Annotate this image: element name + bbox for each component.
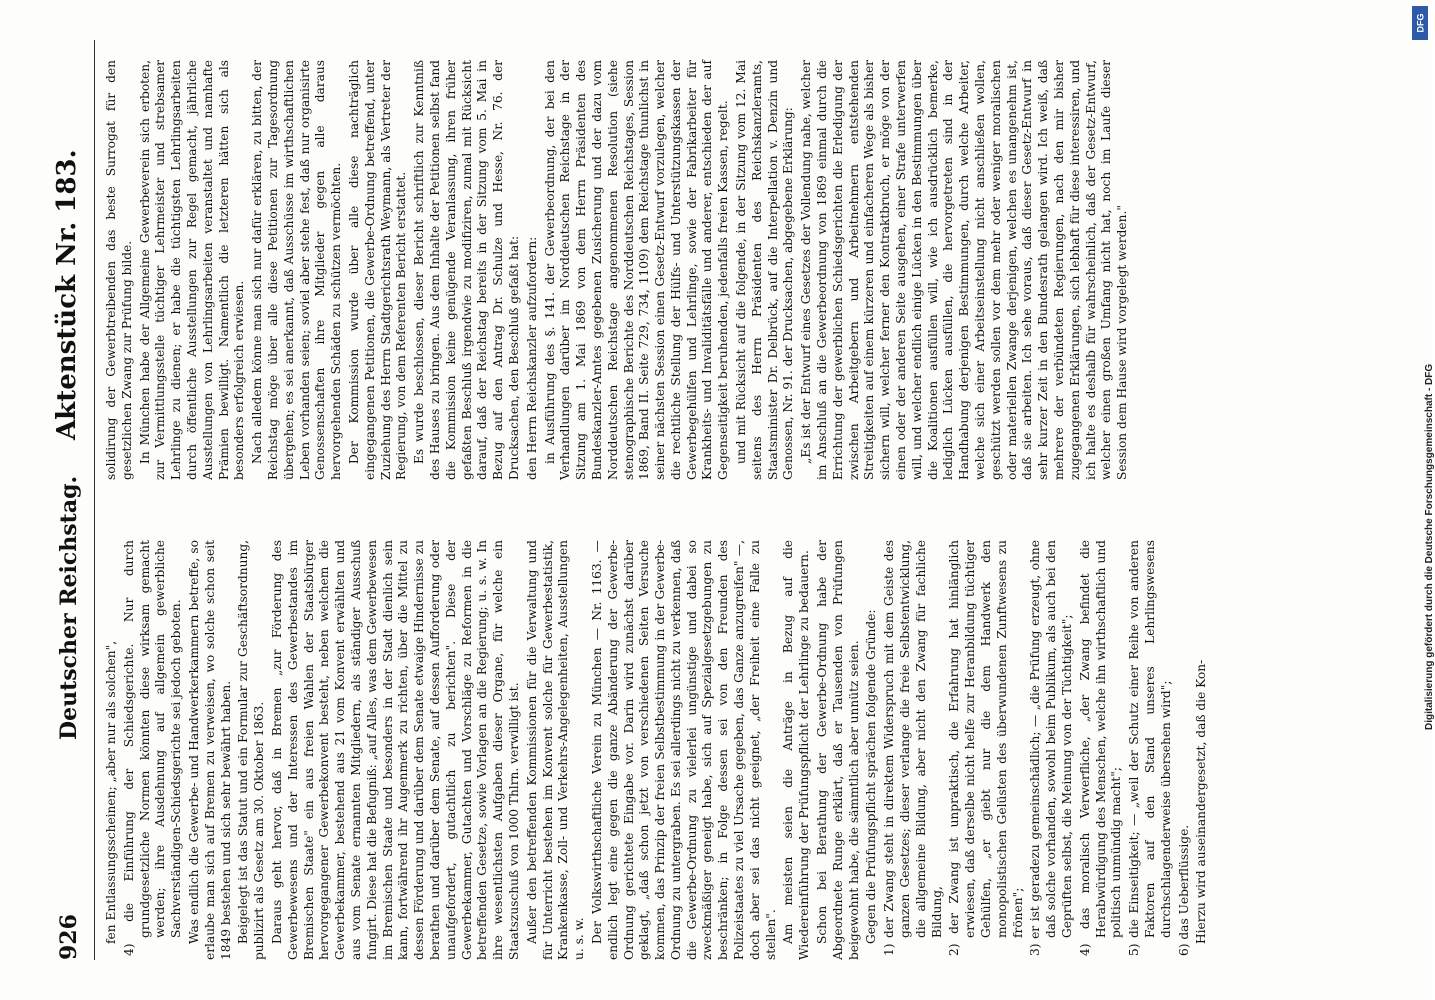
paragraph: Nach alledem könne man sich nur dafür erklären, zu bitten, der Reichstag möge über alle diese Petitionen zur Tagesordnung übergehen; es sei anerkannt, daß Ausschüsse im wirthschaftlichen Leben vorhanden seien; soviel aber stehe fest, daß nur organisirte Genossenschaften ihre Mitglieder gegen alle daraus hervorgehenden Schäden zu schützen vermöchten. xyxy=(250,60,344,480)
journal-title: Deutscher Reichstag. xyxy=(56,475,82,740)
right-column xyxy=(104,60,1133,480)
paragraph: fen Entlassungsscheinen; „aber nur als solchen", xyxy=(104,640,118,944)
paragraph: Gegen die Prüfungspflicht sprächen folgende Gründe: xyxy=(864,609,879,944)
paragraph: Was endlich die Gewerbe- und Handwerkerkammern betreffe, so erlaube man sich auf Bremen zu verweisen, wo solche schon seit 1849 bestehen und sich sehr bewährt haben. xyxy=(186,540,233,960)
paragraph: Hierzu wird auseinandergesetzt, daß die Kon- xyxy=(1194,659,1209,944)
numbered-item: 5) die Einseitigkeit; — „weil der Schutz einer Reihe von anderen Faktoren auf den Stand unseres Lehrlingswesens durchschlagenderweise übersehen wird"; xyxy=(1127,540,1173,956)
dfg-logo-text: DFG xyxy=(1415,13,1425,33)
page-header xyxy=(52,40,92,960)
paragraph: Schon bei Berathung der Gewerbe-Ordnung habe der Abgeordnete Runge erklärt, daß er Tausenden von Prüfungen beigewohnt habe, die sämmtlich aber unnütz seien. xyxy=(815,540,861,960)
paragraph: den Herrn Reichskanzler aufzufordern: xyxy=(524,236,539,480)
header-rule xyxy=(94,40,95,960)
digitization-note: Digitalisierung gefördert durch die Deutsche Forschungsgemeinschaft - DFG xyxy=(1424,363,1435,730)
rotated-page-content xyxy=(40,20,1400,980)
paragraph: Der Kommission wurde über alle diese nachträglich eingegangenen Petitionen, die Gewerbe-Ordnung betreffend, unter Zuziehung des Herrn Stadtgerichtsrath Weymann, als Vertreter der Regierung, von dem Referenten Bericht erstattet. xyxy=(346,60,409,480)
paragraph: und mit Rücksicht auf die folgende, in der Sitzung vom 12. Mai seitens des Herrn Präsidenten des Reichskanzleramts, Staatsminister Dr. Delbrück, auf die Interpellation v. Denzin und Genossen, Nr. 91. der Drucksachen, abgegebene Erklärung: xyxy=(734,60,796,480)
numbered-item: 4) das moralisch Verwerfliche, „der Zwang befindet die Herabwürdigung des Menschen, welche ihn wirthschaftlich und politisch unmündig macht"; xyxy=(1077,540,1124,956)
numbered-item: 6) das Ueberflüssige. xyxy=(1176,824,1191,956)
numbered-item: 1) der Zwang steht in direktem Widerspruch mit dem Geiste des ganzen Gesetzes; dieser verlange die freie Selbstentwicklung, die allgemeine Bildung, aber nicht den Zwang für fachliche Bildung, xyxy=(882,540,944,956)
paragraph: Außer den betreffenden Kommissionen für die Verwaltung und für Unterricht bestehen im Konvent solche für Gewerbestatistik, Krankenkasse, Zoll- und Verkehrs-Angelegenheiten, Ausstellungen u. s. w. xyxy=(524,540,587,960)
numbered-item: 4) die Einführung der Schiedsgerichte. Nur durch grundgesetzliche Normen könnten diese wirksam gemacht werden; ihre Ausdehnung auf allgemein gewerbliche Sachverständigen-Schiedsgerichte sei jedoch geboten. xyxy=(121,540,184,956)
paragraph: „Es ist der Entwurf eines Gesetzes der Vollendung nahe, welcher im Anschluß an die Gewerbeordnung von 1869 einmal durch die Errichtung der gewerblichen Schiedsgerichten die Erledigung der zwischen Arbeitgebern und Arbeitnehmern entstehenden Streitigkeiten auf einem kürzeren und einfacheren Wege als bisher sichern will, welcher ferner den Kontraktbruch, er möge von der einen oder der anderen Seite ausgehen, einer Strafe unterwerfen will, und welcher endlich einige Lücken in den Bestimmungen über die Koalitionen ausfüllen will, wie ich ausdrücklich bemerke, lediglich Lücken ausfüllen, die hervorgetreten sind in der Handhabung derjenigen Bestimmungen, durch welche Arbeiter, welche sich einer Arbeitseinstellung nicht anschließen wollen, geschützt werden sollen vor dem mehr oder weniger moralischen oder materiellen Zwange derjenigen, welchen es unangenehm ist, daß sie arbeiten. Ich sehe voraus, daß dieser Gesetz-Entwurf in sehr kurzer Zeit in den Bundesrath gelangen wird. Ich weiß, daß mehrere der verbündeten Regierungen, nach den mir bisher zugegangenen Erklärungen, sich lebhaft für diese interessiren, und ich halte es deshalb für wahrscheinlich, daß der Gesetz-Entwurf, welcher einen großen Umfang nicht hat, noch im Laufe dieser Session dem Hause wird vorgelegt werden." xyxy=(799,60,1130,480)
numbered-item: 2) der Zwang ist unpraktisch, die Erfahrung hat hinlänglich erwiesen, daß derselbe nicht helfe zur Heranbildung tüchtiger Gehülfen, „er giebt nur die dem Handwerk den monopolistischen Gelüsten des überwundenen Zunftwesens zu frönen"; xyxy=(947,540,1025,956)
paragraph: solidirung der Gewerbtreibenden das beste Surrogat für den gesetzlichen Zwang zur Prüfung bilde. xyxy=(104,60,134,480)
paragraph: Der Volkswirthschaftliche Verein zu München — Nr. 1163. — endlich legt eine gegen die ganze Abänderung der Gewerbe-Ordnung gerichtete Eingabe vor. Darin wird zunächst darüber geklagt, „daß schon jetzt von verschiedenen Seiten Versuche kommen, das Prinzip der freien Selbstbestimmung in der Gewerbe-Ordnung zu untergraben. Es sei allerdings nicht zu verkennen, daß die Gewerbe-Ordnung zu vielerlei ungünstige und dabei so zweckmäßiger geneigt habe, sich auf Spezialgesetzgebungen zu beschränken; in Folge dessen sei von den Freunden des Polizeistaates zu viel Ursache gegeben, das Ganze anzugreifen" —, doch aber sei das nicht geeignet, „der Freiheit eine Falle zu stellen". xyxy=(589,540,778,960)
left-column xyxy=(104,540,1212,960)
paragraph: Am meisten seien die Anträge in Bezug auf die Wiedereinführung der Prüfungspflicht der Lehrlinge zu bedauern. xyxy=(781,540,812,960)
numbered-item: 3) er ist geradezu gemeinschädlich; — „die Prüfung erzeugt, ohne daß solche vorhanden, sowohl beim Publikum, als auch bei den Geprüften selbst, die Meinung von der Tüchtigkeit"; xyxy=(1028,540,1075,956)
page-number: 926 xyxy=(56,914,82,960)
paragraph: In München habe der Allgemeine Gewerbeverein sich erboten, zur Vermittlungsstelle tüchtiger Lehrmeister und strebsamer Lehrlinge zu dienen; er habe die tüchtigsten Lehrlingsarbeiten durch öffentliche Ausstellungen zur Regel gemacht, jährliche Ausstellungen von Lehrlingsarbeiten veranstaltet und namhafte Prämien bewilligt. Namentlich die letzteren hätten sich als besonders erfolgreich erwiesen. xyxy=(137,60,247,480)
document-title: Aktenstück Nr. 183. xyxy=(52,149,82,440)
paragraph: Daraus geht hervor, daß in Bremen „zur Förderung des Gewerbewesens und der Interessen des Gewerbestandes im Bremischen Staate" ein aus freien Wahlen der Staatsbürger hervorgegangener Gewerbekonvent besteht, neben welchem die Gewerbekammer, bestehend aus 21 vom Konvent erwählten und aus vom Senate ernannten Mitgliedern, als ständiger Ausschuß fungirt. Diese hat die Befugniß: „auf Alles, was dem Gewerbewesen im Bremischen Staate und besonders in der Stadt dienlich sein kann, fortwährend ihr Augenmerk zu richten, über die Mittel zu dessen Förderung und darüber dem Senate etwaige Hindernisse zu berathen und darüber dem Senate, auf dessen Aufforderung oder unaufgefordert, gutachtlich zu berichten". Diese der Gewerbekammer, Gutachten und Vorschläge zu Reformen in die betreffenden Gesetze, sowie Vorlagen an die Regierung; u. s. w. In ihre wesentlichsten Aufgaben dieser Organe, für welche ein Staatszuschuß von 1000 Thlrn. verwilligt ist. xyxy=(269,540,521,960)
paragraph: Es wurde beschlossen, dieser Bericht schriftlich zur Kenntniß des Hauses zu bringen. Aus dem Inhalte der Petitionen selbst fand die Kommission keine genügende Veranlassung, ihren früher gefaßten Beschluß irgendwie zu modifiziren, zumal mit Rücksicht darauf, daß der Reichstag bereits in der Sitzung vom 5. Mai in Bezug auf den Antrag Dr. Schulze und Hesse, Nr. 76. der Drucksachen, den Beschluß gefaßt hat: xyxy=(412,60,521,480)
paragraph: Beigelegt ist das Statut und ein Formular zur Geschäftsordnung, publizirt als Gesetz am 30. Oktober 1863. xyxy=(236,540,267,960)
digitization-footer xyxy=(1408,30,1435,730)
paragraph: in Ausführung des §. 141. der Gewerbeordnung, der bei den Verhandlungen darüber im Norddeutschen Reichstage in der Sitzung am 1. Mai 1869 von dem Herrn Präsidenten des Bundeskanzler-Amtes gegebenen Zusicherung und der dazu vom Norddeutschen Reichstage angenommenen Resolution (siehe stenographische Berichte des Norddeutschen Reichstages, Session 1869, Band II. Seite 729, 734, 1109) dem Reichstage thunlichst in seiner nächsten Session einen Gesetz-Entwurf vorzulegen, welcher die rechtliche Stellung der Hülfs- und Unterstützungskassen der Gewerbegehülfen und Lehrlinge, sowie der Fabrikarbeiter für Krankheits- und Invaliditätsfälle und anderer, entschieden der auf Gegenseitigkeit beruhenden, jedenfalls freien Kassen, regelt. xyxy=(542,60,731,480)
